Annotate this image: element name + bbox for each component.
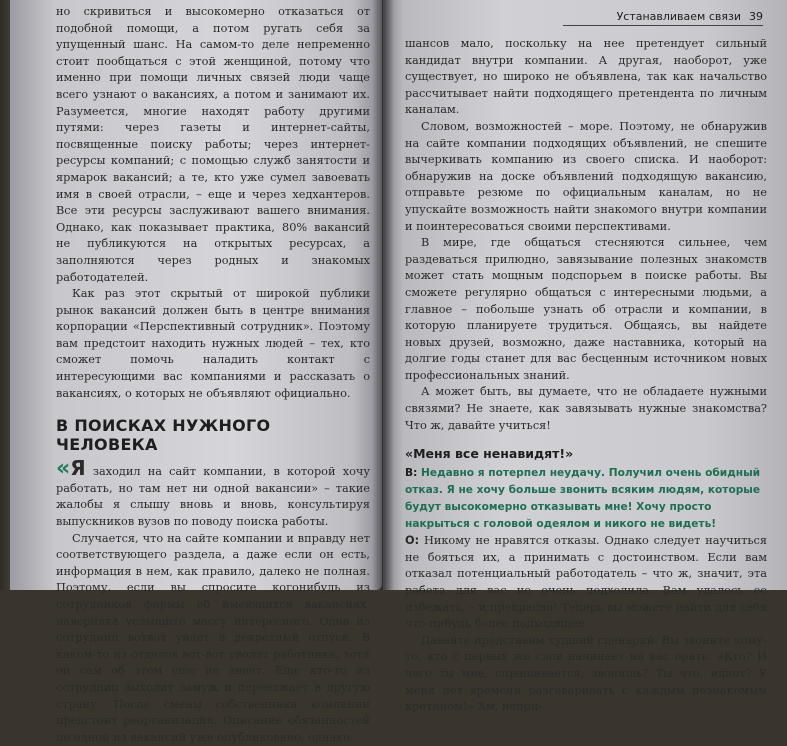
running-head-title: Устанавливаем связи [616,10,741,23]
right-paragraph-2: Словом, возможностей – море. Поэтому, не обнаружив на сайте компании подходящих объявлений, не спешите вычеркивать компанию из своего списка. И наоборот: обнаружив на доске объявлений подходящую вакансию, отправьте резюме по официальным каналам, но не упускайте возможность найти знакомого внутри компании и поинтересоваться своими перспективами. [405,119,767,233]
answer-label: О: [405,534,420,548]
right-paragraph-5: Давайте представим худший сценарий. Вы звоните кому-то, кто с первых же слов начинает на вас орать: «Кто? И чего ты мне, спрашивается, звонишь? Ты что, идиот? У меня нет времени разговаривать с каждым незнакомым кретином!» Хм, непри- [405,633,767,714]
answer-block [405,533,767,633]
running-head [563,10,763,26]
answer-text: Никому не нравятся отказы. Однако следует научиться не бояться их, а принимать с достоинством. Если вам отказал потенциальный работодатель – что ж, значит, эта работа для вас не очень подходила. Вам удалось ее избежать, – и прекрасно! Теперь вы можете найти для себя что-нибудь более подходящее. [405,534,767,631]
page-number: 39 [749,10,763,23]
right-paragraph-1: шансов мало, поскольку на нее претендует сильный кандидат внутри компании. А другая, наоборот, уже существует, но широко не объявлена, так как начальство рассчитывает найти подходящего претендента по личным каналам. [405,37,767,117]
left-paragraph-2: Как раз этот скрытый от широкой публики рынок вакансий должен быть в центре внимания корпорации «Перспективный сотрудник». Поэтому вам предстоит находить нужных людей – тех, кто сможет помочь наладить контакт с интересующими вас компаниями и рассказать о вакансиях, о которых не объявляют официально. [56,287,370,400]
left-text-column [56,4,370,746]
left-paragraph-1: но скривиться и высокомерно отказаться от подобной помощи, а потом ругать себя за упущенный шанс. На самом-то деле непременно стоит пообщаться с этой женщиной, потому что именно при помощи личных связей люди чаще всего узнают о вакансиях, а потом и занимают их. Разумеется, многие находят работу другими путями: через газеты и интернет-сайты, посвященные поиску работы; через интернет-ресурсы компаний; с помощью служб занятости и ярмарок вакансий; а те, кто уже сумел завоевать имя в своей отрасли, – еще и через хедхантеров. Все эти ресурсы заслуживают вашего внимания. Однако, как показывает практика, 80% вакансий не публикуются на открытых ресурсах, а заполняются через родных и знакомых работодателей. [56,5,370,284]
question-block [405,465,767,533]
question-text: Недавно я потерпел неудачу. Получил очень обидный отказ. Я не хочу больше звонить всяким людям, которые будут высокомерно отказывать мне! Хочу просто накрыться с головой одеялом и никого не видеть! [405,467,761,531]
opening-quote-mark: « [56,456,71,482]
qa-subheading: «Меня все ненавидят!» [405,446,574,462]
question-label: В: [405,467,418,480]
drop-cap: Я [70,456,86,481]
left-paragraph-4: Случается, что на сайте компании и вправду нет соответствующего раздела, а даже если он есть, информация в нем, как правило, далеко не полная. Поэтому, если вы спросите когонибудь из сотрудников фирмы об имеющихся вакансиях, наверняка услышите массу интересного. Одна из сотрудниц вотвот уйдет в декретный отпуск. В каком-то из отделов вот-вот уволят работника, хотя он сам об этом еще не знает. Еще кто-то из сотрудниц выходит замуж и переезжает в другую страну. После смены собственника компании предстоит реорганизация. Описание обязанностей по одной из вакансий уже опубликовано, однако [56,531,370,744]
section-heading: В ПОИСКАХ НУЖНОГО ЧЕЛОВЕКА [56,416,271,455]
right-paragraph-3: В мире, где общаться стесняются сильнее, чем раздеваться прилюдно, завязывание полезных знакомств может стать мощным подспорьем в поиске работы. Вы сможете регулярно общаться с интересными людьми, а главное – побольше узнать об отрасли и компании, в которую планируете трудиться. Общаясь, вы найдете новых друзей, возможно, даже наставника, который на долгие годы станет для вас бесценным источником новых профессиональных знаний. [405,236,767,382]
left-paragraph-3-text: заходил на сайт компании, в которой хочу работать, но там нет ни одной вакансии» – такие жалобы я слышу вновь и вновь, консультируя выпускников вузов по поводу поиска работы. [56,465,370,529]
left-paragraph-3 [56,456,370,530]
right-page [383,0,787,714]
left-page [10,0,382,744]
right-text-column [405,36,767,716]
right-paragraph-4: А может быть, вы думаете, что не обладаете нужными связями? Не знаете, как завязывать нужные знакомства? Что ж, давайте учиться! [405,385,767,432]
